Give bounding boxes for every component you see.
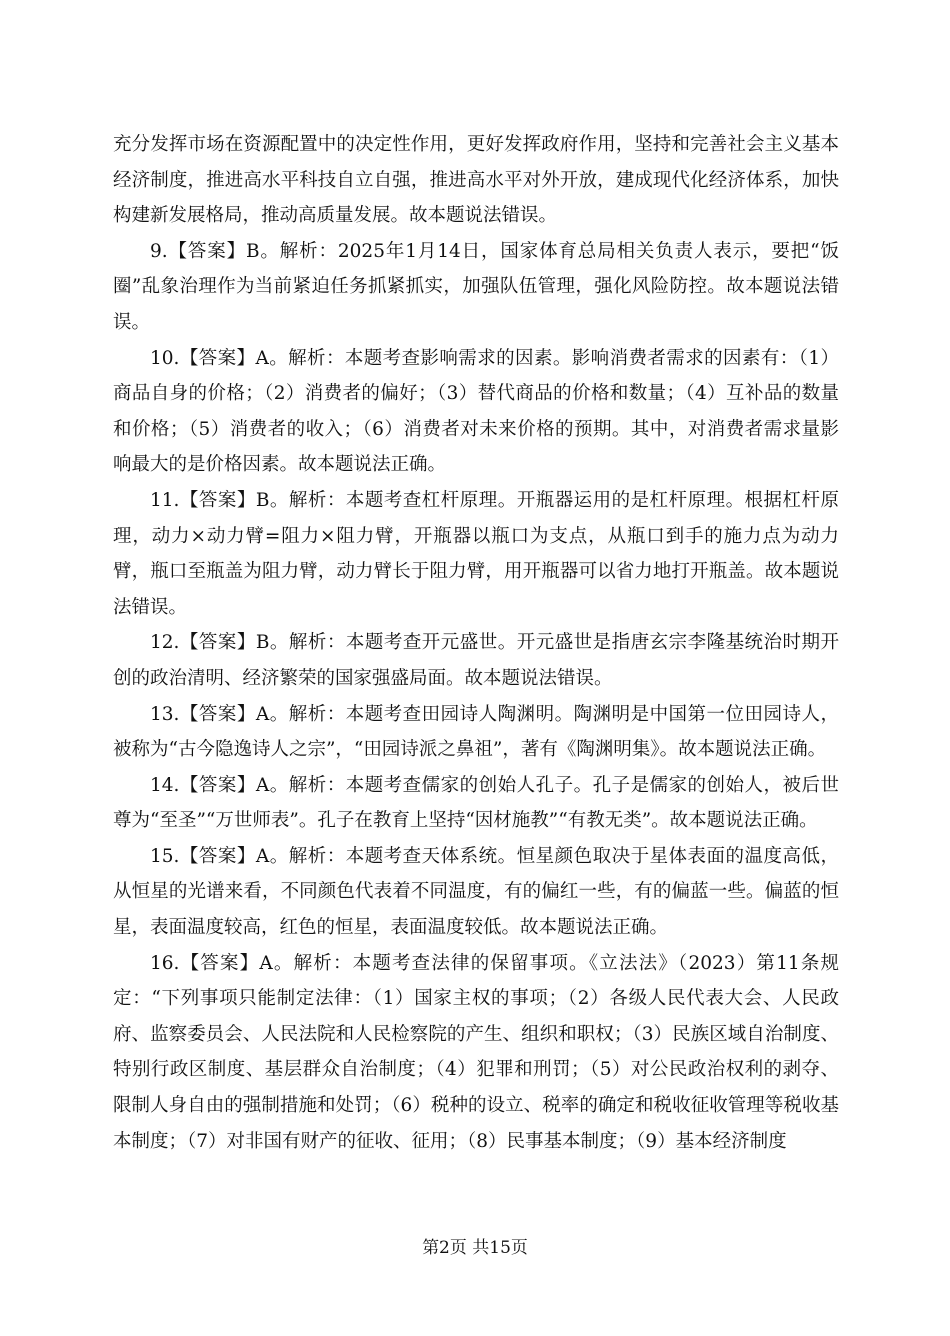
answer-9: 9.【答案】B。解析：2025年1月14日，国家体育总局相关负责人表示，要把“饭圈”乱象治理作为当前紧迫任务抓紧抓实，加强队伍管理，强化风险防控。故本题说法错误。 — [113, 240, 839, 333]
page-footer: 第2页 共15页 — [422, 1238, 528, 1258]
answer-16: 16.【答案】A。解析：本题考查法律的保留事项。《立法法》（2023）第11条规定：“下列事项只能制定法律：（1）国家主权的事项；（2）各级人民代表大会、人民政府、监察委员会、人民法院和人民检察院的产生、组织和职权；（3）民族区域自治制度、特别行政区制度、基层群众自治制度；（4）犯罪和刑罚；（5）对公民政治权利的剥夺、限制人身自由的强制措施和处罚；（6）税种的设立、税率的确定和税收征收管理等税收基本制度；（7）对非国有财产的征收、征用；（8）民事基本制度；（9）基本经济制度 — [113, 952, 839, 1152]
document-body — [113, 127, 839, 1159]
answer-11: 11.【答案】B。解析：本题考查杠杆原理。开瓶器运用的是杠杆原理。根据杠杆原理，动力×动力臂=阻力×阻力臂，开瓶器以瓶口为支点，从瓶口到手的施力点为动力臂，瓶口至瓶盖为阻力臂，动力臂长于阻力臂，用开瓶器可以省力地打开瓶盖。故本题说法错误。 — [113, 489, 839, 618]
answer-10: 10.【答案】A。解析：本题考查影响需求的因素。影响消费者需求的因素有：（1）商品自身的价格；（2）消费者的偏好；（3）替代商品的价格和数量；（4）互补品的数量和价格；（5）消费者的收入；（6）消费者对未来价格的预期。其中，对消费者需求量影响最大的是价格因素。故本题说法正确。 — [113, 347, 839, 476]
answer-15: 15.【答案】A。解析：本题考查天体系统。恒星颜色取决于星体表面的温度高低，从恒星的光谱来看，不同颜色代表着不同温度，有的偏红一些，有的偏蓝一些。偏蓝的恒星，表面温度较高，红色的恒星，表面温度较低。故本题说法正确。 — [113, 845, 839, 939]
paragraph-continuation: 充分发挥市场在资源配置中的决定性作用，更好发挥政府作用，坚持和完善社会主义基本经济制度，推进高水平科技自立自强，推进高水平对外开放，建成现代化经济体系，加快构建新发展格局，推动高质量发展。故本题说法错误。 — [113, 134, 839, 227]
answer-14: 14.【答案】A。解析：本题考查儒家的创始人孔子。孔子是儒家的创始人，被后世尊为“至圣”“万世师表”。孔子在教育上坚持“因材施教”“有教无类”。故本题说法正确。 — [113, 774, 839, 832]
answer-12: 12.【答案】B。解析：本题考查开元盛世。开元盛世是指唐玄宗李隆基统治时期开创的政治清明、经济繁荣的国家强盛局面。故本题说法错误。 — [113, 632, 839, 689]
answer-13: 13.【答案】A。解析：本题考查田园诗人陶渊明。陶渊明是中国第一位田园诗人，被称为“古今隐逸诗人之宗”，“田园诗派之鼻祖”，著有《陶渊明集》。故本题说法正确。 — [113, 703, 839, 761]
